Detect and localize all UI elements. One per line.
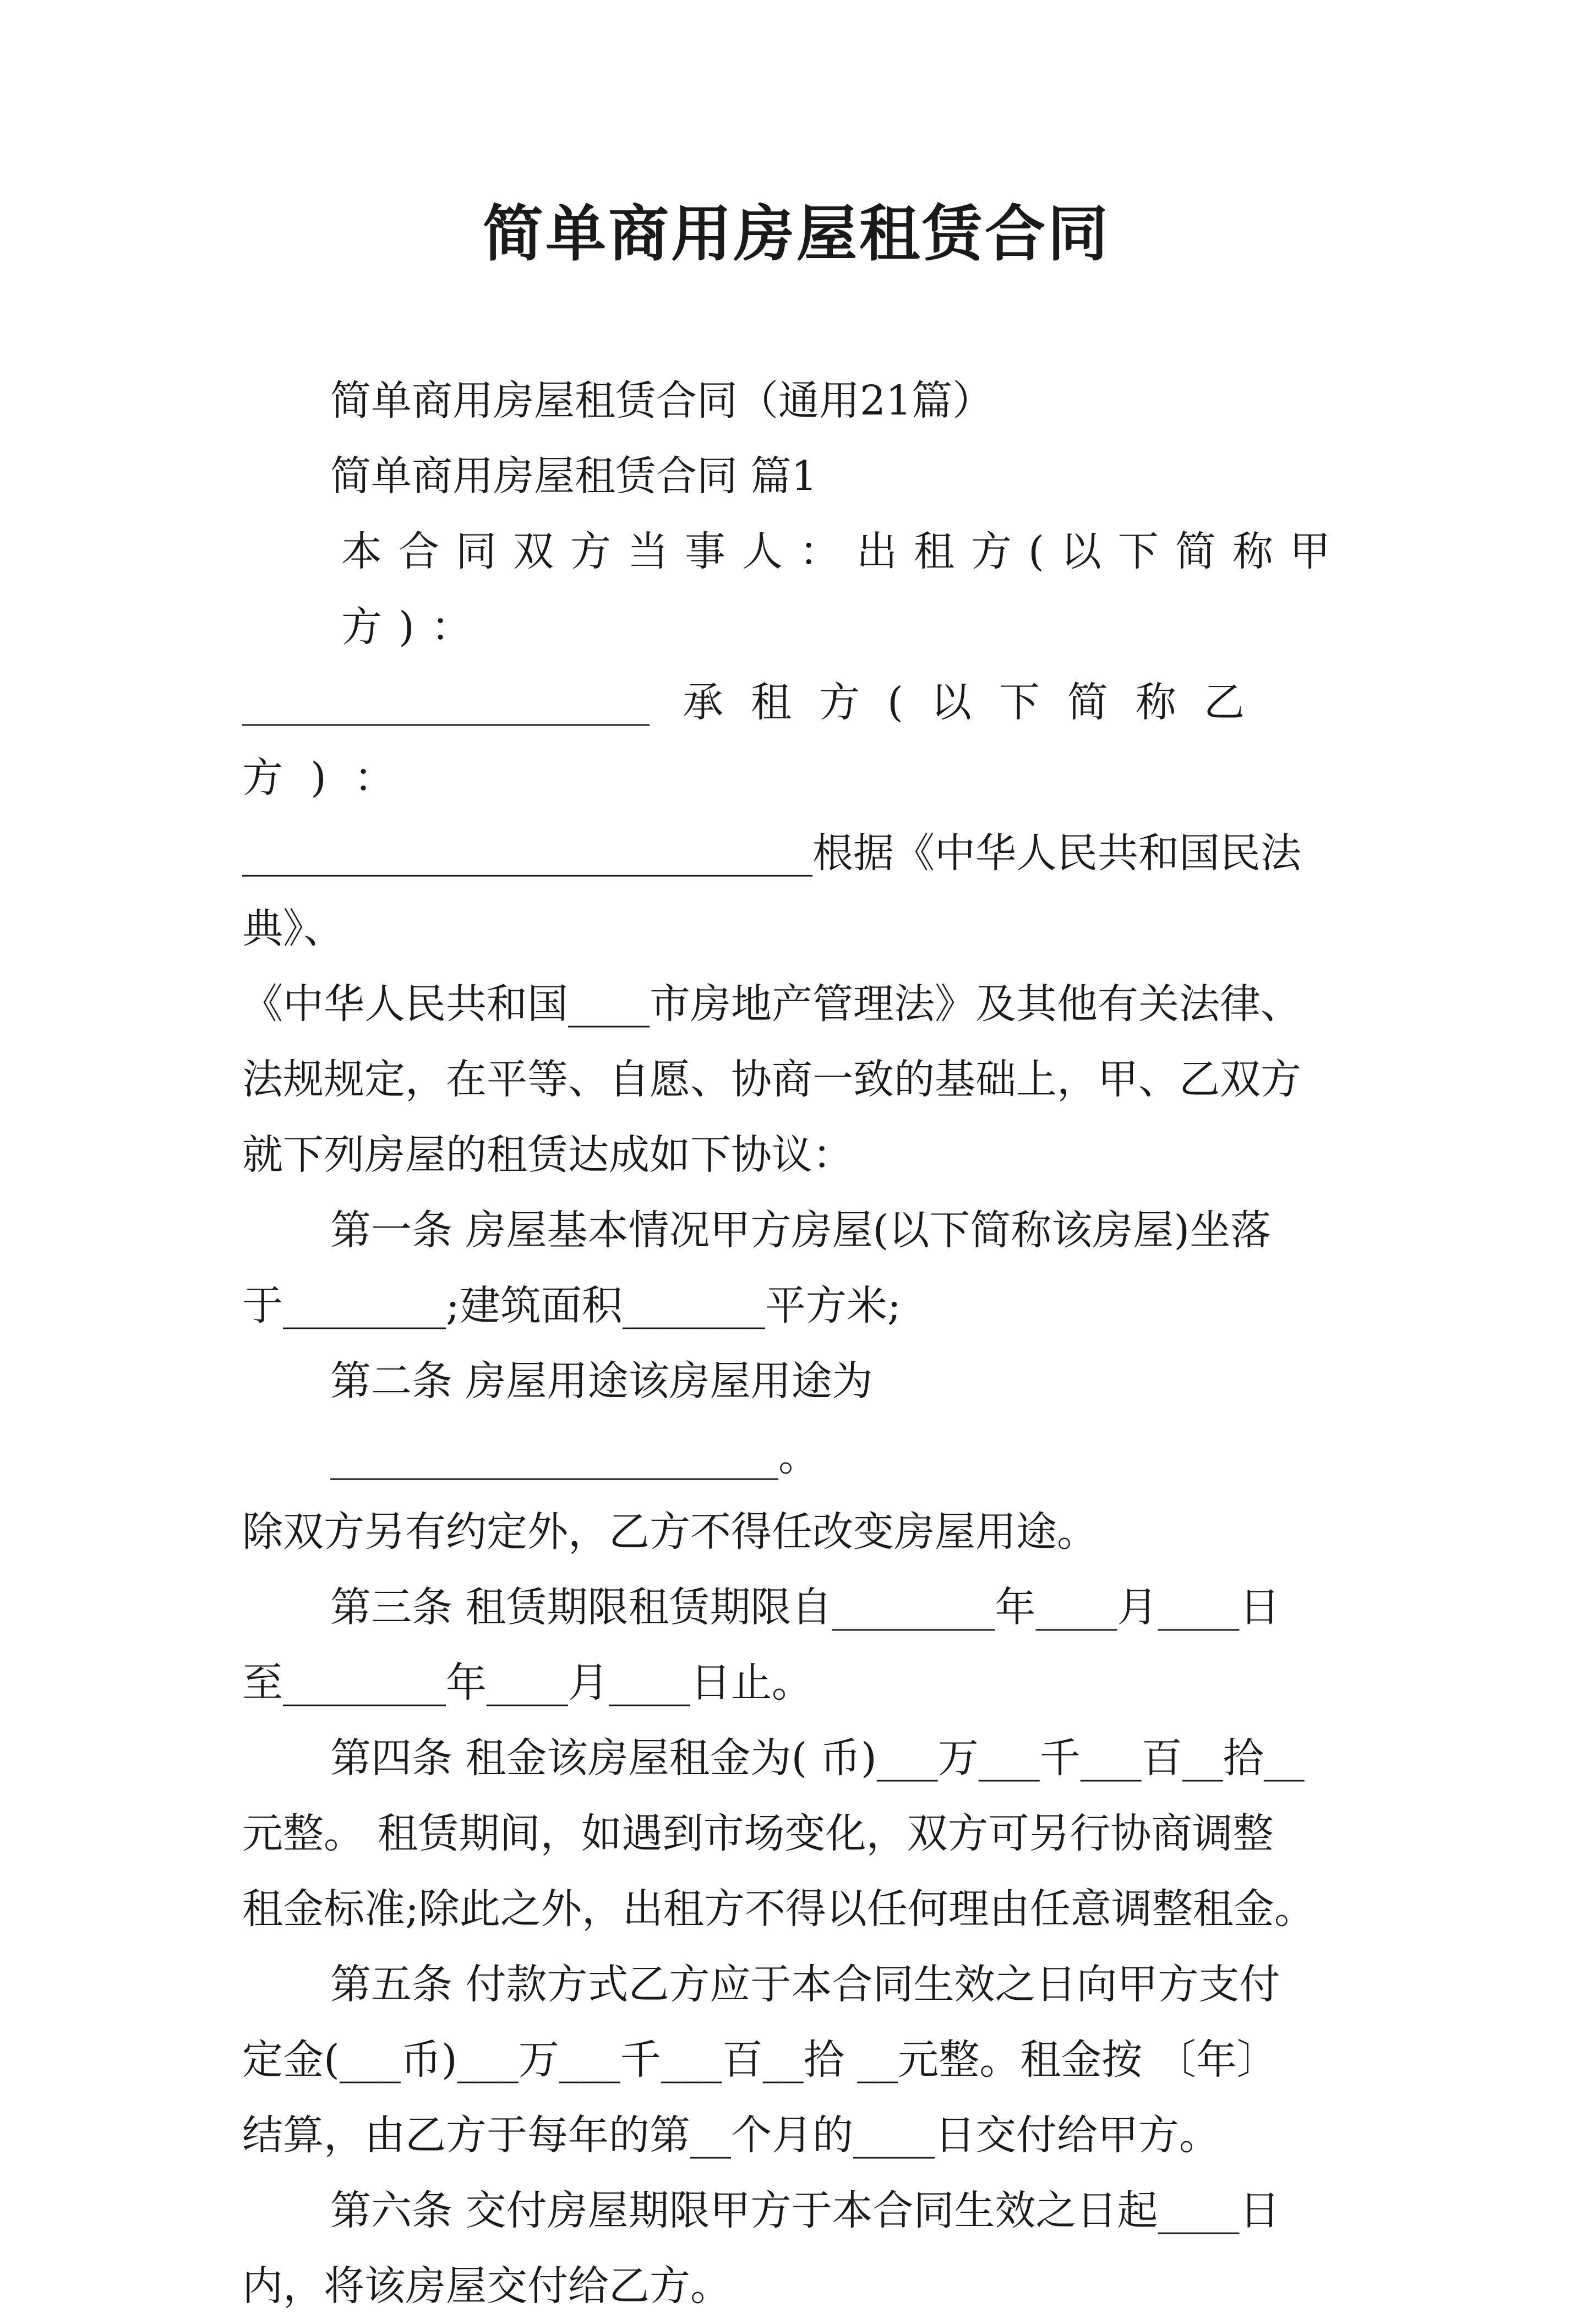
paragraph-line: 《中华人民共和国____市房地产管理法》及其他有关法律、 <box>242 980 1301 1028</box>
document-title: 简单商用房屋租赁合同 <box>483 199 1110 269</box>
article-6-line: 第六条 交付房屋期限甲方于本合同生效之日起____日 <box>330 2187 1280 2234</box>
paragraph-text: 承租方(以下简称乙方)： <box>242 679 1272 801</box>
article-1-line: 于________;建筑面积_______平方米; <box>242 1282 901 1329</box>
section-heading: 简单商用房屋租赁合同 篇1 <box>330 452 817 500</box>
article-3-line: 至________年____月____日止。 <box>242 1659 812 1706</box>
paragraph-line <box>242 665 1360 816</box>
article-1-line: 第一条 房屋基本情况甲方房屋(以下简称该房屋)坐落 <box>330 1207 1272 1254</box>
article-2-line: 第二条 房屋用途该房屋用途为______________________。 <box>330 1357 873 1480</box>
paragraph-line: 就下列房屋的租赁达成如下协议： <box>242 1131 853 1179</box>
article-2-line: 除双方另有约定外，乙方不得任改变房屋用途。 <box>242 1508 1098 1556</box>
paragraph-text: 本合同双方当事人：出租方(以下简称甲方)： <box>341 528 1347 651</box>
fill-blank: ____________________________ <box>242 830 812 877</box>
document-body <box>242 363 1360 2324</box>
fill-blank: ____________________ <box>242 679 650 726</box>
article-5-line: 结算，由乙方于每年的第__个月的____日交付给甲方。 <box>242 2112 1220 2159</box>
paragraph-line <box>242 514 1360 665</box>
article-6-line: 内，将该房屋交付给乙方。 <box>242 2262 731 2310</box>
paragraph-text: 根据《中华人民共和国民法典》、 <box>242 830 1301 952</box>
document-subtitle: 简单商用房屋租赁合同（通用21篇） <box>330 377 994 424</box>
article-4-line: 第四条 租金该房屋租金为( 币)___万___千___百__拾__ <box>330 1734 1305 1782</box>
article-4-line: 元整。 租赁期间，如遇到市场变化，双方可另行协商调整 <box>242 1810 1274 1857</box>
article-3-line: 第三条 租赁期限租赁期限自________年____月____日 <box>330 1584 1280 1631</box>
article-5-line: 第五条 付款方式乙方应于本合同生效之日向甲方支付 <box>330 1961 1280 2008</box>
article-5-line: 定金(___币)___万___千___百__拾 __元整。租金按 〔年〕 <box>242 2036 1278 2083</box>
paragraph-line <box>242 816 1360 967</box>
article-4-line: 租金标准;除此之外，出租方不得以任何理由任意调整租金。 <box>242 1885 1315 1933</box>
paragraph-line: 法规规定，在平等、自愿、协商一致的基础上，甲、乙双方 <box>242 1056 1301 1103</box>
